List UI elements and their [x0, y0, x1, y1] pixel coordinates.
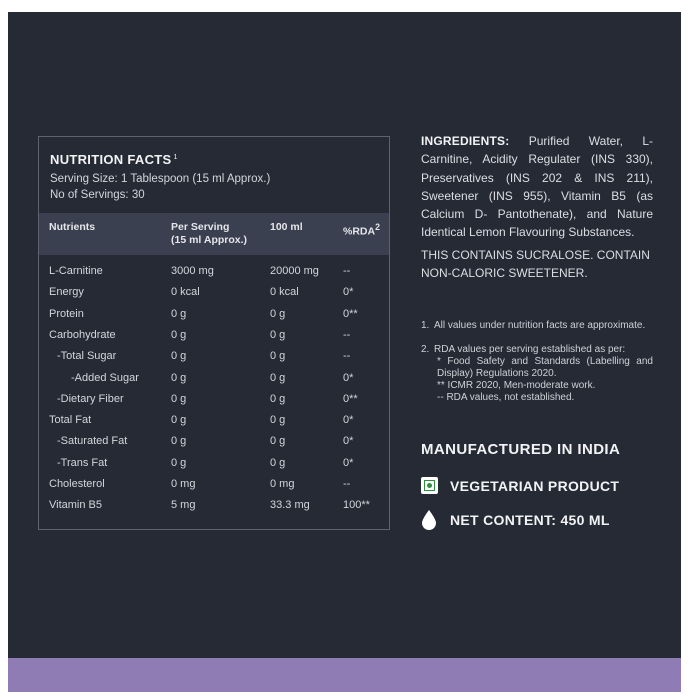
footnote-2-sub-1: * Food Safety and Standards (Labelling and Display) Regulations 2020.: [437, 356, 653, 379]
ingredients-text: Purified Water, L-Carnitine, Acidity Regulater (INS 330), Preservatives (INS 202 & INS 211), Sweetener (INS 955), Vitamin B5 (as Calcium D- Pantothenate), and Nature Identical Lemon Flavouring Substances.: [421, 134, 653, 240]
footnote-1: [421, 320, 653, 332]
servings-count: No of Servings: 30: [50, 189, 145, 201]
per-serving-value: 0 g: [171, 414, 187, 427]
nutrition-title-footnote: 1: [173, 153, 178, 161]
manufactured-in-india: MANUFACTURED IN INDIA: [421, 441, 621, 458]
rda-value: 0*: [343, 435, 354, 448]
nutrient-name: -Added Sugar: [71, 371, 139, 384]
vegetarian-badge: [421, 477, 619, 494]
ingredients-section: [421, 132, 653, 282]
per-serving-value: 0 g: [171, 307, 187, 320]
bottom-stripe: [8, 658, 681, 692]
footnote-2-body: [434, 344, 653, 404]
header-per-serving-line1: Per Serving: [171, 221, 230, 233]
footnote-2-number: 2.: [421, 344, 430, 355]
footnote-2-sub-3: -- RDA values, not established.: [437, 392, 575, 403]
table-row: [39, 265, 389, 286]
rda-value: 0*: [343, 286, 354, 299]
nutrient-name: -Saturated Fat: [57, 435, 128, 448]
nutrition-title: [50, 152, 389, 167]
net-content-badge: [421, 510, 610, 530]
nutrient-name: Vitamin B5: [49, 499, 102, 512]
per-serving-value: 0 g: [171, 328, 187, 341]
table-row: [39, 499, 389, 520]
table-header: [39, 213, 389, 255]
per-serving-value: 3000 mg: [171, 265, 214, 277]
per-serving-value: 0 g: [171, 392, 187, 405]
per-100ml-value: 0 g: [270, 350, 286, 363]
header-per-100ml: 100 ml: [270, 221, 303, 233]
per-100ml-value: 0 g: [270, 392, 286, 405]
rda-value: 0*: [343, 456, 354, 469]
header-rda: [343, 221, 380, 239]
rda-value: --: [343, 265, 351, 277]
rda-value: 100**: [343, 499, 370, 512]
per-100ml-value: 0 g: [270, 307, 286, 320]
table-row: [39, 393, 389, 414]
table-row: [39, 414, 389, 435]
table-row: [39, 478, 389, 499]
rda-value: 0*: [343, 371, 354, 384]
table-row: [39, 457, 389, 478]
rda-value: --: [343, 478, 351, 490]
sucralose-warning: THIS CONTAINS SUCRALOSE. CONTAIN NON-CALORIC SWEETENER.: [421, 247, 650, 281]
ingredients-label: INGREDIENTS:: [421, 134, 510, 148]
rda-value: 0**: [343, 392, 358, 405]
nutrient-name: -Trans Fat: [57, 456, 108, 469]
per-100ml-value: 0 g: [270, 435, 286, 448]
nutrition-header: [39, 137, 389, 203]
serving-size: Serving Size: 1 Tablespoon (15 ml Approx.): [50, 173, 271, 185]
header-per-serving-line2: (15 ml Approx.): [171, 234, 248, 246]
per-serving-value: 0 g: [171, 350, 187, 363]
header-nutrients: Nutrients: [49, 221, 96, 233]
nutrient-name: Protein: [49, 307, 84, 320]
footnote-1-number: 1.: [421, 320, 430, 331]
per-serving-value: 0 g: [171, 435, 187, 448]
table-row: [39, 286, 389, 307]
veg-mark-icon: [421, 477, 438, 494]
net-content-label: NET CONTENT: 450 ML: [450, 512, 610, 528]
per-100ml-value: 0 g: [270, 456, 286, 469]
nutrient-name: L-Carnitine: [49, 265, 103, 277]
vegetarian-label: VEGETARIAN PRODUCT: [450, 477, 620, 494]
footnote-1-text: All values under nutrition facts are approximate.: [434, 320, 646, 331]
header-per-serving: [171, 221, 247, 247]
header-rda-footnote: 2: [375, 222, 380, 232]
drop-icon: [421, 510, 437, 530]
per-serving-value: 5 mg: [171, 499, 196, 512]
table-row: [39, 435, 389, 456]
per-serving-value: 0 kcal: [171, 286, 200, 299]
ingredients-paragraph: [421, 132, 653, 242]
rda-value: --: [343, 328, 351, 341]
per-100ml-value: 0 g: [270, 328, 286, 341]
footnote-2: [421, 344, 653, 404]
nutrient-name: -Dietary Fiber: [57, 392, 124, 405]
table-row: [39, 350, 389, 371]
per-serving-value: 0 g: [171, 371, 187, 384]
nutrient-name: -Total Sugar: [57, 350, 117, 363]
per-100ml-value: 0 g: [270, 414, 286, 427]
per-serving-value: 0 g: [171, 456, 187, 469]
per-100ml-value: 0 kcal: [270, 286, 299, 299]
rda-value: --: [343, 350, 351, 363]
per-100ml-value: 0 g: [270, 371, 286, 384]
header-rda-text: %RDA: [343, 225, 376, 238]
table-row: [39, 329, 389, 350]
nutrient-name: Total Fat: [49, 414, 92, 427]
per-100ml-value: 20000 mg: [270, 265, 319, 277]
table-row: [39, 308, 389, 329]
per-100ml-value: 0 mg: [270, 478, 295, 490]
per-100ml-value: 33.3 mg: [270, 499, 310, 512]
per-serving-value: 0 mg: [171, 478, 196, 490]
footnotes: [421, 320, 653, 416]
nutrition-title-text: NUTRITION FACTS: [50, 152, 172, 167]
nutrition-facts-box: [38, 136, 390, 530]
nutrient-name: Carbohydrate: [49, 328, 116, 341]
footnote-2-sub-2: ** ICMR 2020, Men-moderate work.: [437, 380, 596, 391]
rda-value: 0**: [343, 307, 358, 320]
rda-value: 0*: [343, 414, 354, 427]
nutrient-name: Cholesterol: [49, 478, 105, 490]
footnote-2-text: RDA values per serving established as per:: [434, 344, 626, 355]
nutrient-name: Energy: [49, 286, 84, 299]
table-row: [39, 372, 389, 393]
